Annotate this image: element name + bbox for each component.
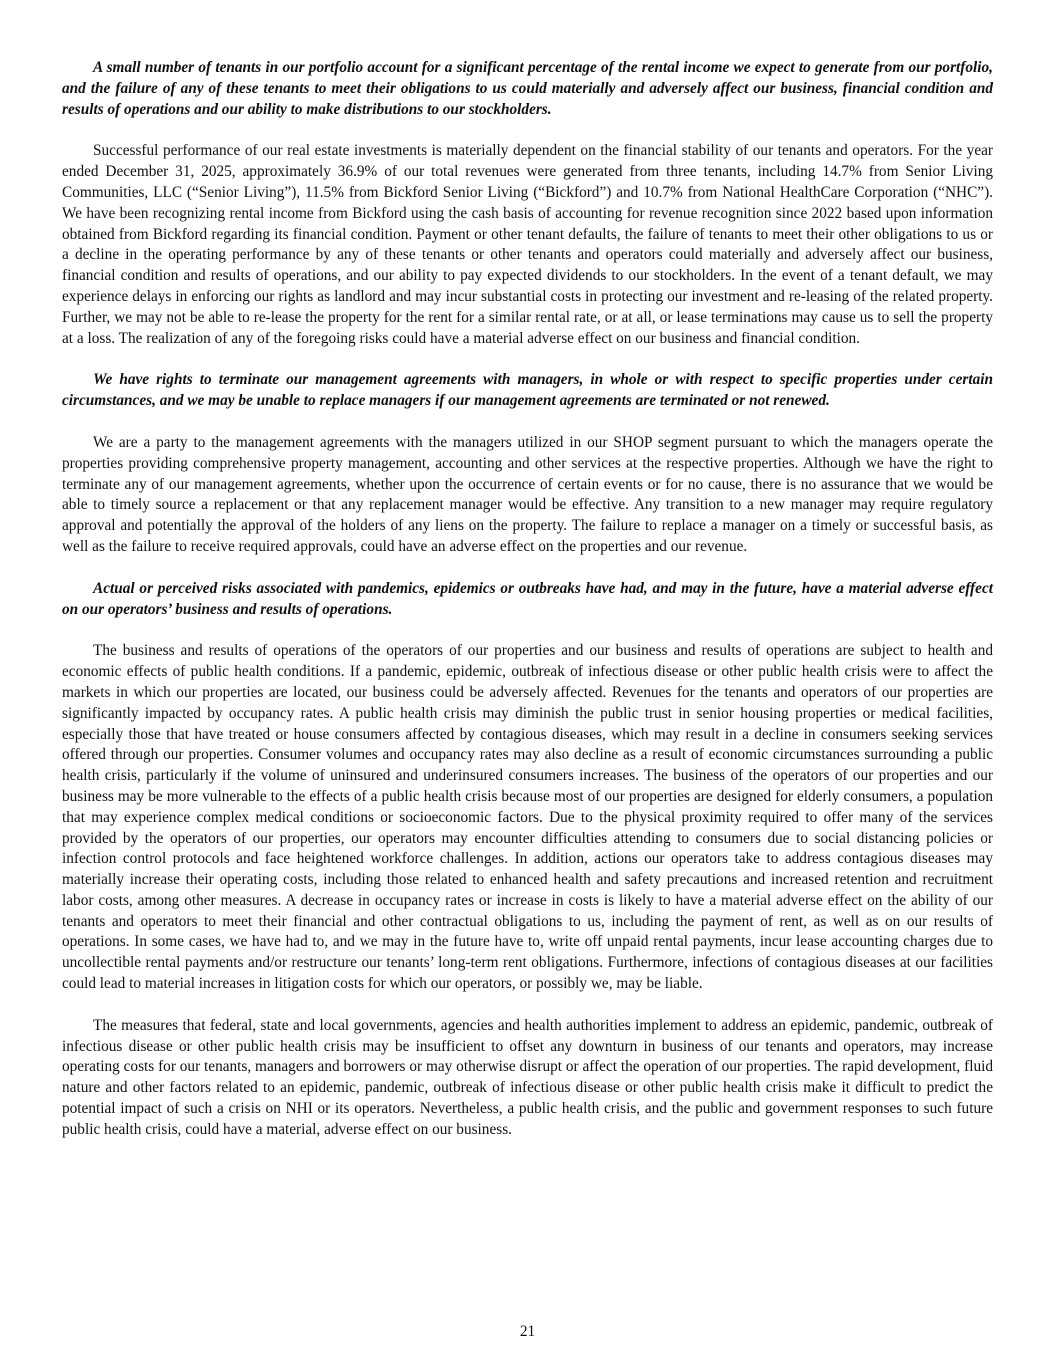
section-heading-tenant-concentration: A small number of tenants in our portfolio account for a significant percentage of the rental income we expect to generate from our portfolio, and the failure of any of these tenants to meet their obligations to us could materially and adversely affect our business, financial condition and results of operations and our ability to make distributions to our stockholders. bbox=[62, 59, 993, 118]
paragraph-tenant-concentration: Successful performance of our real estate investments is materially dependent on the financial stability of our tenants and operators. For the year ended December 31, 2025, approximately 36.9% of our total revenues were generated from three tenants, including 14.7% from Senior Living Communities, LLC (“Senior Living”), 11.5% from Bickford Senior Living (“Bickford”) and 10.7% from National HealthCare Corporation (“NHC”). We have been recognizing rental income from Bickford using the cash basis of accounting for revenue recognition since 2022 based upon information obtained from Bickford regarding its financial condition. Payment or other tenant defaults, the failure of tenants to meet their other obligations to us or a decline in the operating performance by any of these tenants or other tenants and operators could materially and adversely affect our business, financial condition and results of operations, and our ability to pay expected dividends to our stockholders. In the event of a tenant default, we may experience delays in enforcing our rights as landlord and may incur substantial costs in protecting our investment and re-leasing of the related property. Further, we may not be able to re-lease the property for the rent for a similar rental rate, or at all, or lease terminations may cause us to sell the property at a loss. The realization of any of the foregoing risks could have a material adverse effect on our business and financial condition. bbox=[62, 142, 993, 347]
paragraph-management-agreements: We are a party to the management agreements with the managers utilized in our SHOP segment pursuant to which the managers operate the properties providing comprehensive property management, accounting and other services at the respective properties. Although we have the right to terminate any of our management agreements, whether upon the occurrence of certain events or for no cause, there is no assurance that we would be able to timely source a replacement or that any replacement manager would be effective. Any transition to a new manager may require regulatory approval and potentially the approval of the holders of any liens on the property. The failure to replace a manager on a timely or successful basis, as well as the failure to receive required approvals, could have an adverse effect on the properties and our revenue. bbox=[62, 433, 993, 555]
section-heading-management-agreements: We have rights to terminate our management agreements with managers, in whole or with respect to specific properties under certain circumstances, and we may be unable to replace managers if our management agreements are terminated or not renewed. bbox=[62, 371, 993, 410]
paragraph-pandemics-operations: The business and results of operations of the operators of our properties and our business and results of operations are subject to health and economic effects of public health conditions. If a pandemic, epidemic, outbreak of infectious disease or other public health crisis were to affect the markets in which our properties are located, our business could be adversely affected. Revenues for the tenants and operators of our properties are significantly impacted by occupancy rates. A public health crisis may diminish the public trust in senior housing properties or medical facilities, especially those that have treated or house consumers affected by contagious diseases, which may result in a decline in consumers seeking services offered through our properties. Consumer volumes and occupancy rates may also decline as a result of economic circumstances surrounding a public health crisis, particularly if the volume of uninsured and underinsured consumers increases. The business of the operators of our properties and our business may be more vulnerable to the effects of a public health crisis because most of our properties are designed for elderly consumers, a population that may experience complex medical conditions or socioeconomic factors. Due to the physical proximity required to offer many of the services provided by the operators of our properties, our operators may encounter difficulties attending to consumers due to social distancing policies or infection control protocols and face heightened workforce challenges. In addition, actions our operators take to address contagious diseases may materially increase their operating costs, including those related to enhanced health and safety precautions and increased retention and recruitment labor costs, among other measures. A decrease in occupancy rates or increase in costs is likely to have a material adverse effect on the ability of our tenants and operators to meet their financial and other contractual obligations to us, including the payment of rent, as well as on our results of operations. In some cases, we have had to, and we may in the future have to, write off unpaid rental payments, incur lease accounting charges due to uncollectible rental payments and/or restructure our tenants’ long-term rent obligations. Furthermore, infections of contagious diseases at our facilities could lead to material increases in litigation costs for which our operators, or possibly we, may be liable. bbox=[62, 642, 993, 993]
paragraph-pandemics-government-measures: The measures that federal, state and local governments, agencies and health authorities implement to address an epidemic, pandemic, outbreak of infectious disease or other public health crisis may be insufficient to offset any downturn in business of our tenants and operators, may increase operating costs for our tenants, managers and borrowers or may otherwise disrupt or affect the operation of our properties. The rapid development, fluid nature and other factors related to an epidemic, pandemic, outbreak of infectious disease or other public health crisis make it difficult to predict the potential impact of such a crisis on NHI or its operators. Nevertheless, a public health crisis, and the public and government responses to such future public health crisis, could have a material, adverse effect on our business. bbox=[62, 1016, 993, 1138]
section-heading-pandemics: Actual or perceived risks associated with pandemics, epidemics or outbreaks have had, and may in the future, have a material adverse effect on our operators’ business and results of operations. bbox=[62, 579, 993, 618]
page-number: 21 bbox=[519, 1323, 536, 1340]
document-page bbox=[62, 58, 993, 1141]
